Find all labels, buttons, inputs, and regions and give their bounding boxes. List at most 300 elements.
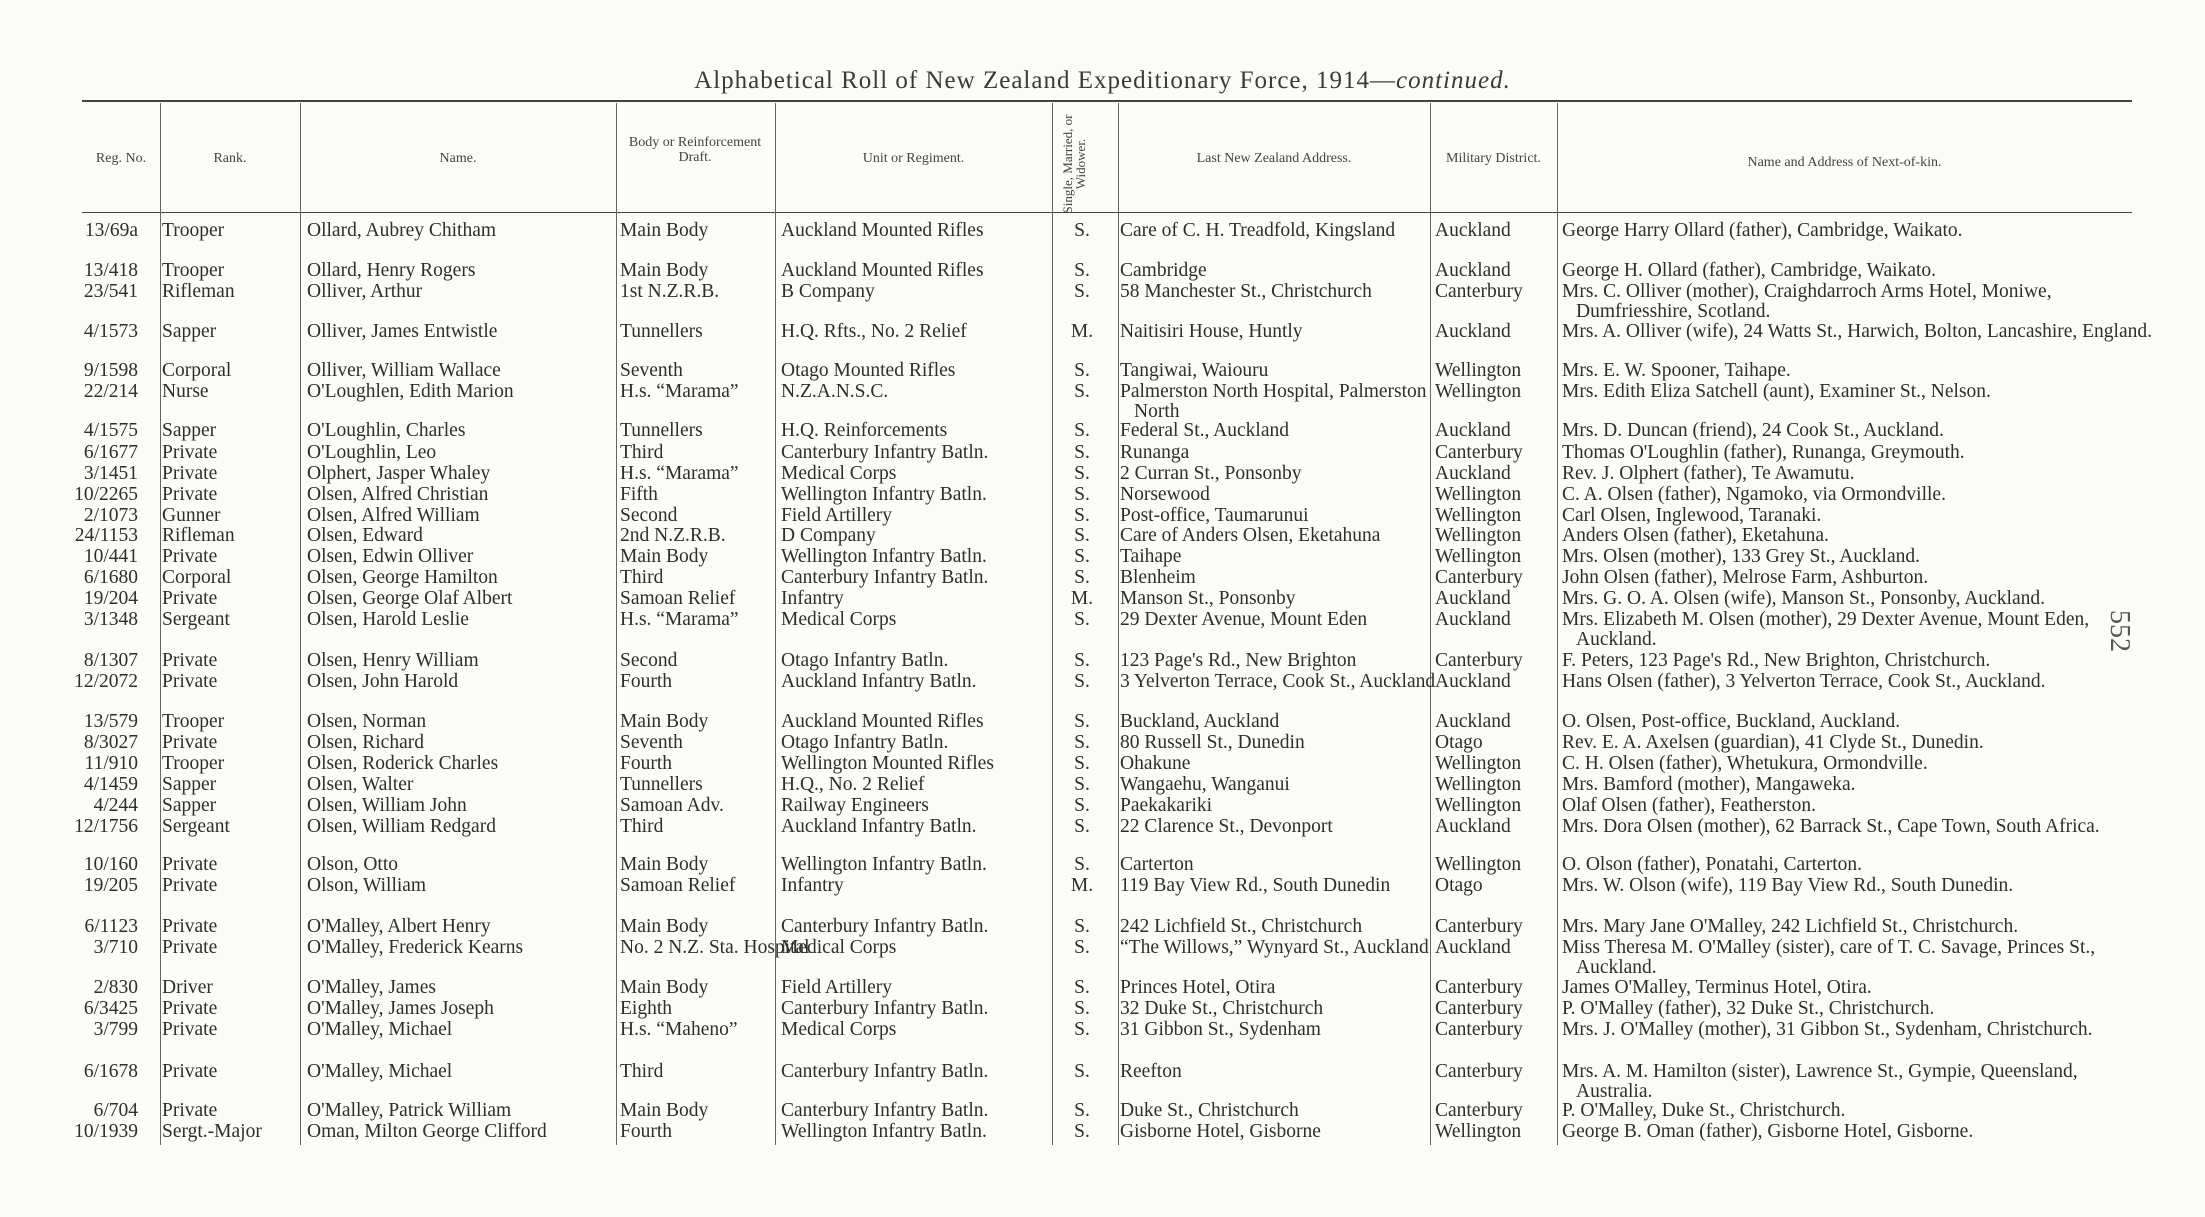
cell-address: 22 Clarence St., Devonport (1120, 816, 1333, 837)
cell-marital-status: S. (1074, 546, 1090, 567)
cell-address: Duke St., Christchurch (1120, 1100, 1299, 1121)
cell-marital-status: S. (1074, 420, 1090, 441)
cell-next-of-kin: Rev. E. A. Axelsen (guardian), 41 Clyde St., Dunedin. (1562, 732, 1984, 753)
cell-reg-no: 6/1123 (84, 916, 138, 937)
cell-name: Olliver, James Entwistle (307, 321, 498, 342)
cell-body-draft: H.s. “Maheno” (620, 1019, 738, 1040)
cell-rank: Private (162, 732, 218, 753)
cell-military-district: Canterbury (1435, 650, 1523, 671)
cell-body-draft: Second (620, 505, 678, 526)
cell-unit: Canterbury Infantry Batln. (781, 567, 989, 588)
cell-name: O'Loughlin, Leo (307, 442, 437, 463)
cell-address: Federal St., Auckland (1120, 420, 1289, 441)
cell-body-draft: Tunnellers (620, 774, 703, 795)
cell-marital-status: S. (1074, 442, 1090, 463)
cell-reg-no: 8/3027 (83, 732, 138, 753)
cell-military-district: Wellington (1435, 525, 1522, 546)
cell-rank: Trooper (162, 711, 225, 732)
cell-marital-status: S. (1074, 220, 1090, 241)
cell-name: Olliver, William Wallace (307, 360, 501, 381)
cell-military-district: Auckland (1435, 671, 1511, 692)
cell-reg-no: 3/799 (93, 1019, 138, 1040)
cell-marital-status: S. (1074, 463, 1090, 484)
cell-reg-no: 4/1573 (83, 321, 138, 342)
cell-military-district: Wellington (1435, 360, 1522, 381)
cell-reg-no: 10/160 (83, 854, 138, 875)
cell-next-of-kin: Mrs. A. Olliver (wife), 24 Watts St., Harwich, Bolton, Lancashire, England. (1562, 321, 2152, 342)
cell-address: Manson St., Ponsonby (1120, 588, 1296, 609)
cell-name: Olsen, George Olaf Albert (307, 588, 513, 609)
cell-body-draft: Main Body (620, 916, 709, 937)
cell-marital-status: S. (1074, 567, 1090, 588)
cell-reg-no: 11/910 (84, 753, 138, 774)
cell-military-district: Otago (1435, 875, 1483, 896)
cell-body-draft: H.s. “Marama” (620, 381, 739, 402)
cell-military-district: Auckland (1435, 609, 1511, 630)
cell-military-district: Auckland (1435, 260, 1511, 281)
cell-body-draft: Main Body (620, 220, 709, 241)
cell-body-draft: Main Body (620, 854, 709, 875)
cell-reg-no: 6/1678 (83, 1061, 138, 1082)
cell-address: Princes Hotel, Otira (1120, 977, 1276, 998)
cell-name: Ollard, Henry Rogers (307, 260, 476, 281)
cell-name: O'Malley, Patrick William (307, 1100, 512, 1121)
cell-rank: Private (162, 650, 218, 671)
cell-rank: Private (162, 1019, 218, 1040)
cell-rank: Private (162, 442, 218, 463)
cell-marital-status: S. (1074, 260, 1090, 281)
cell-address: Runanga (1120, 442, 1190, 463)
cell-marital-status: S. (1074, 650, 1090, 671)
cell-military-district: Auckland (1435, 463, 1511, 484)
cell-name: Olsen, Roderick Charles (307, 753, 499, 774)
cell-name: O'Loughlen, Edith Marion (307, 381, 514, 402)
cell-next-of-kin: F. Peters, 123 Page's Rd., New Brighton, Christchurch. (1562, 650, 1991, 671)
cell-marital-status: S. (1074, 525, 1090, 546)
cell-next-of-kin: Miss Theresa M. O'Malley (sister), care of T. C. Savage, Princes St., Auckland. (1562, 937, 2096, 978)
cell-unit: Medical Corps (781, 1019, 897, 1040)
cell-address: Taihape (1120, 546, 1182, 567)
cell-military-district: Canterbury (1435, 442, 1523, 463)
cell-body-draft: H.s. “Marama” (620, 463, 739, 484)
cell-address: 32 Duke St., Christchurch (1120, 998, 1324, 1019)
cell-military-district: Canterbury (1435, 1100, 1523, 1121)
header-next-of-kin: Name and Address of Next-of-kin. (1747, 154, 1942, 170)
cell-address: 58 Manchester St., Christchurch (1120, 281, 1372, 302)
cell-unit: Auckland Infantry Batln. (781, 671, 977, 692)
cell-unit: Canterbury Infantry Batln. (781, 1100, 989, 1121)
cell-next-of-kin: Hans Olsen (father), 3 Yelverton Terrace, Cook St., Auckland. (1562, 671, 2046, 692)
cell-military-district: Canterbury (1435, 916, 1523, 937)
cell-rank: Private (162, 484, 218, 505)
column-rule (1118, 103, 1119, 1145)
cell-name: Olsen, William John (307, 795, 467, 816)
cell-next-of-kin: Mrs. Olsen (mother), 133 Grey St., Auckland. (1562, 546, 1920, 567)
cell-body-draft: Seventh (620, 360, 683, 381)
cell-reg-no: 10/2265 (74, 484, 138, 505)
cell-next-of-kin: Mrs. Mary Jane O'Malley, 242 Lichfield St., Christchurch. (1562, 916, 2019, 937)
cell-reg-no: 6/3425 (83, 998, 138, 1019)
cell-reg-no: 13/418 (83, 260, 138, 281)
cell-name: Olsen, George Hamilton (307, 567, 498, 588)
cell-body-draft: Samoan Relief (620, 875, 736, 896)
cell-name: Olsen, Edward (307, 525, 423, 546)
cell-reg-no: 23/541 (83, 281, 138, 302)
cell-unit: B Company (781, 281, 875, 302)
cell-body-draft: Fourth (620, 671, 673, 692)
cell-rank: Nurse (162, 381, 209, 402)
cell-address: Tangiwai, Waiouru (1120, 360, 1269, 381)
cell-rank: Private (162, 1061, 218, 1082)
cell-body-draft: Third (620, 1061, 664, 1082)
cell-address: Cambridge (1120, 260, 1207, 281)
cell-reg-no: 24/1153 (74, 525, 138, 546)
page-title: Alphabetical Roll of New Zealand Expeditionary Force, 1914—continued. (694, 67, 1511, 94)
cell-body-draft: Eighth (620, 998, 672, 1019)
cell-reg-no: 19/204 (83, 588, 138, 609)
cell-address: Buckland, Auckland (1120, 711, 1280, 732)
cell-rank: Rifleman (162, 281, 235, 302)
cell-marital-status: S. (1074, 795, 1090, 816)
cell-body-draft: 2nd N.Z.R.B. (620, 525, 726, 546)
cell-rank: Driver (162, 977, 213, 998)
cell-body-draft: Tunnellers (620, 420, 703, 441)
cell-address: Paekakariki (1120, 795, 1213, 816)
cell-unit: Otago Mounted Rifles (781, 360, 956, 381)
cell-marital-status: S. (1074, 916, 1090, 937)
cell-address: Ohakune (1120, 753, 1191, 774)
cell-next-of-kin: P. O'Malley, Duke St., Christchurch. (1562, 1100, 1846, 1121)
table-top-rule (82, 100, 2132, 102)
cell-rank: Private (162, 463, 218, 484)
cell-name: Olson, William (307, 875, 427, 896)
cell-marital-status: S. (1074, 937, 1090, 958)
cell-military-district: Canterbury (1435, 281, 1523, 302)
cell-next-of-kin: Mrs. W. Olson (wife), 119 Bay View Rd., South Dunedin. (1562, 875, 2014, 896)
cell-next-of-kin: Mrs. Dora Olsen (mother), 62 Barrack St., Cape Town, South Africa. (1562, 816, 2100, 837)
cell-marital-status: S. (1074, 505, 1090, 526)
cell-next-of-kin: O. Olson (father), Ponatahi, Carterton. (1562, 854, 1863, 875)
column-rule (160, 103, 161, 1145)
cell-name: O'Loughlin, Charles (307, 420, 466, 441)
cell-military-district: Wellington (1435, 854, 1522, 875)
cell-body-draft: Fifth (620, 484, 658, 505)
cell-reg-no: 4/244 (93, 795, 138, 816)
cell-reg-no: 10/1939 (74, 1121, 138, 1142)
cell-unit: Otago Infantry Batln. (781, 732, 949, 753)
cell-marital-status: S. (1074, 977, 1090, 998)
cell-rank: Corporal (162, 567, 232, 588)
cell-marital-status: S. (1074, 732, 1090, 753)
cell-body-draft: No. 2 N.Z. Sta. Hospital (620, 937, 810, 958)
cell-name: Olphert, Jasper Whaley (307, 463, 491, 484)
cell-military-district: Auckland (1435, 321, 1511, 342)
cell-military-district: Canterbury (1435, 998, 1523, 1019)
cell-body-draft: Third (620, 442, 664, 463)
cell-next-of-kin: Mrs. Elizabeth M. Olsen (mother), 29 Dexter Avenue, Mount Eden, Auckland. (1562, 609, 2090, 650)
cell-marital-status: S. (1074, 484, 1090, 505)
cell-rank: Private (162, 937, 218, 958)
cell-marital-status: S. (1074, 1061, 1090, 1082)
cell-name: Olliver, Arthur (307, 281, 423, 302)
cell-reg-no: 3/710 (93, 937, 138, 958)
cell-address: Wangaehu, Wanganui (1120, 774, 1290, 795)
cell-marital-status: S. (1074, 671, 1090, 692)
cell-reg-no: 22/214 (83, 381, 138, 402)
cell-unit: Wellington Infantry Batln. (781, 1121, 987, 1142)
cell-body-draft: Tunnellers (620, 321, 703, 342)
cell-next-of-kin: James O'Malley, Terminus Hotel, Otira. (1562, 977, 1872, 998)
cell-rank: Sapper (162, 321, 217, 342)
cell-unit: H.Q., No. 2 Relief (781, 774, 925, 795)
cell-military-district: Auckland (1435, 711, 1511, 732)
cell-marital-status: S. (1074, 1019, 1090, 1040)
cell-unit: H.Q. Reinforcements (781, 420, 948, 441)
cell-reg-no: 6/704 (93, 1100, 138, 1121)
cell-reg-no: 2/1073 (83, 505, 138, 526)
cell-name: O'Malley, James Joseph (307, 998, 494, 1019)
cell-unit: H.Q. Rfts., No. 2 Relief (781, 321, 967, 342)
cell-address: Norsewood (1120, 484, 1210, 505)
cell-next-of-kin: Mrs. D. Duncan (friend), 24 Cook St., Auckland. (1562, 420, 1944, 441)
column-rule (775, 103, 776, 1145)
cell-name: Olsen, Norman (307, 711, 427, 732)
cell-body-draft: Fourth (620, 753, 673, 774)
header-reg-no: Reg. No. (95, 150, 147, 166)
cell-unit: N.Z.A.N.S.C. (781, 381, 889, 402)
cell-marital-status: S. (1074, 609, 1090, 630)
cell-marital-status: S. (1074, 753, 1090, 774)
cell-rank: Private (162, 671, 218, 692)
cell-military-district: Canterbury (1435, 977, 1523, 998)
cell-name: Olsen, Alfred Christian (307, 484, 489, 505)
cell-rank: Private (162, 916, 218, 937)
cell-marital-status: S. (1074, 1121, 1090, 1142)
cell-address: 119 Bay View Rd., South Dunedin (1120, 875, 1391, 896)
cell-next-of-kin: P. O'Malley (father), 32 Duke St., Christchurch. (1562, 998, 1935, 1019)
cell-body-draft: Samoan Relief (620, 588, 736, 609)
cell-military-district: Wellington (1435, 381, 1522, 402)
cell-name: O'Malley, Michael (307, 1061, 453, 1082)
cell-name: O'Malley, James (307, 977, 436, 998)
cell-address: Care of C. H. Treadfold, Kingsland (1120, 220, 1396, 241)
header-address: Last New Zealand Address. (1196, 150, 1352, 166)
cell-rank: Sergt.-Major (162, 1121, 262, 1142)
cell-rank: Sapper (162, 795, 217, 816)
cell-address: Naitisiri House, Huntly (1120, 321, 1303, 342)
cell-reg-no: 6/1680 (83, 567, 138, 588)
cell-address: 123 Page's Rd., New Brighton (1120, 650, 1357, 671)
cell-reg-no: 3/1348 (83, 609, 138, 630)
cell-military-district: Canterbury (1435, 567, 1523, 588)
cell-military-district: Wellington (1435, 1121, 1522, 1142)
cell-military-district: Wellington (1435, 484, 1522, 505)
cell-next-of-kin: Rev. J. Olphert (father), Te Awamutu. (1562, 463, 1855, 484)
cell-marital-status: M. (1070, 875, 1094, 896)
cell-unit: Medical Corps (781, 937, 897, 958)
cell-rank: Trooper (162, 260, 225, 281)
cell-address: Palmerston North Hospital, Palmerston North (1120, 381, 1427, 422)
cell-address: 242 Lichfield St., Christchurch (1120, 916, 1363, 937)
cell-unit: Field Artillery (781, 505, 893, 526)
cell-name: O'Malley, Albert Henry (307, 916, 491, 937)
cell-rank: Sapper (162, 774, 217, 795)
cell-rank: Sergeant (162, 816, 230, 837)
cell-unit: Canterbury Infantry Batln. (781, 442, 989, 463)
cell-next-of-kin: Olaf Olsen (father), Featherston. (1562, 795, 1816, 816)
cell-reg-no: 12/2072 (74, 671, 138, 692)
cell-rank: Private (162, 588, 218, 609)
cell-next-of-kin: C. A. Olsen (father), Ngamoko, via Ormondville. (1562, 484, 1946, 505)
cell-unit: Medical Corps (781, 609, 897, 630)
cell-rank: Private (162, 1100, 218, 1121)
cell-body-draft: H.s. “Marama” (620, 609, 739, 630)
cell-unit: Wellington Infantry Batln. (781, 484, 987, 505)
cell-address: 29 Dexter Avenue, Mount Eden (1120, 609, 1368, 630)
cell-next-of-kin: George B. Oman (father), Gisborne Hotel, Gisborne. (1562, 1121, 1974, 1142)
cell-next-of-kin: Mrs. C. Olliver (mother), Craighdarroch Arms Hotel, Moniwe, Dumfriesshire, Scotland. (1562, 281, 2052, 322)
cell-marital-status: S. (1074, 281, 1090, 302)
header-unit: Unit or Regiment. (862, 150, 965, 166)
cell-rank: Sergeant (162, 609, 230, 630)
cell-unit: Canterbury Infantry Batln. (781, 916, 989, 937)
cell-address: Carterton (1120, 854, 1194, 875)
cell-rank: Private (162, 854, 218, 875)
cell-body-draft: Third (620, 567, 664, 588)
cell-military-district: Wellington (1435, 505, 1522, 526)
cell-military-district: Auckland (1435, 220, 1511, 241)
cell-body-draft: Main Body (620, 1100, 709, 1121)
cell-unit: Auckland Mounted Rifles (781, 711, 984, 732)
cell-address: 2 Curran St., Ponsonby (1120, 463, 1302, 484)
cell-marital-status: S. (1074, 381, 1090, 402)
cell-military-district: Canterbury (1435, 1019, 1523, 1040)
cell-body-draft: 1st N.Z.R.B. (620, 281, 720, 302)
cell-marital-status: S. (1074, 816, 1090, 837)
cell-next-of-kin: O. Olsen, Post-office, Buckland, Auckland. (1562, 711, 1901, 732)
cell-military-district: Wellington (1435, 774, 1522, 795)
cell-unit: Canterbury Infantry Batln. (781, 998, 989, 1019)
cell-next-of-kin: Thomas O'Loughlin (father), Runanga, Greymouth. (1562, 442, 1965, 463)
cell-address: 80 Russell St., Dunedin (1120, 732, 1305, 753)
cell-name: Olsen, Walter (307, 774, 414, 795)
header-district: Military District. (1446, 150, 1541, 166)
cell-military-district: Auckland (1435, 420, 1511, 441)
header-status: Single, Married, or Widower. (1060, 114, 1088, 214)
cell-next-of-kin: John Olsen (father), Melrose Farm, Ashburton. (1562, 567, 1929, 588)
cell-address: Post-office, Taumarunui (1120, 505, 1309, 526)
cell-name: Ollard, Aubrey Chitham (307, 220, 497, 241)
cell-unit: Auckland Infantry Batln. (781, 816, 977, 837)
cell-marital-status: M. (1070, 588, 1094, 609)
cell-unit: Field Artillery (781, 977, 893, 998)
cell-military-district: Canterbury (1435, 1061, 1523, 1082)
cell-unit: Wellington Infantry Batln. (781, 546, 987, 567)
header-name: Name. (439, 150, 477, 166)
cell-military-district: Otago (1435, 732, 1483, 753)
cell-military-district: Wellington (1435, 546, 1522, 567)
cell-address: 31 Gibbon St., Sydenham (1120, 1019, 1321, 1040)
cell-reg-no: 13/579 (83, 711, 138, 732)
cell-body-draft: Second (620, 650, 678, 671)
cell-next-of-kin: Mrs. A. M. Hamilton (sister), Lawrence St., Gympie, Queensland, Australia. (1562, 1061, 2078, 1102)
cell-reg-no: 19/205 (83, 875, 138, 896)
cell-name: O'Malley, Frederick Kearns (307, 937, 524, 958)
cell-address: Reefton (1120, 1061, 1182, 1082)
cell-marital-status: S. (1074, 1100, 1090, 1121)
cell-next-of-kin: Mrs. Edith Eliza Satchell (aunt), Examiner St., Nelson. (1562, 381, 1991, 402)
header-body-draft: Body or Reinforcement Draft. (628, 135, 762, 165)
cell-name: Olsen, William Redgard (307, 816, 496, 837)
cell-body-draft: Third (620, 816, 664, 837)
cell-address: 3 Yelverton Terrace, Cook St., Auckland (1120, 671, 1436, 692)
cell-reg-no: 13/69a (84, 220, 138, 241)
cell-body-draft: Samoan Adv. (620, 795, 724, 816)
cell-reg-no: 8/1307 (83, 650, 138, 671)
cell-rank: Trooper (162, 753, 225, 774)
cell-unit: Auckland Mounted Rifles (781, 260, 984, 281)
cell-marital-status: M. (1070, 321, 1094, 342)
cell-reg-no: 3/1451 (83, 463, 138, 484)
cell-reg-no: 12/1756 (74, 816, 138, 837)
cell-name: Olsen, Edwin Olliver (307, 546, 474, 567)
cell-unit: Infantry (781, 588, 844, 609)
cell-name: Olson, Otto (307, 854, 399, 875)
cell-reg-no: 10/441 (83, 546, 138, 567)
cell-rank: Gunner (162, 505, 221, 526)
cell-military-district: Wellington (1435, 753, 1522, 774)
cell-rank: Rifleman (162, 525, 235, 546)
cell-rank: Private (162, 875, 218, 896)
cell-unit: Wellington Mounted Rifles (781, 753, 994, 774)
cell-body-draft: Main Body (620, 977, 709, 998)
cell-address: Blenheim (1120, 567, 1196, 588)
cell-name: Olsen, Harold Leslie (307, 609, 469, 630)
cell-unit: Medical Corps (781, 463, 897, 484)
cell-address: Gisborne Hotel, Gisborne (1120, 1121, 1321, 1142)
cell-next-of-kin: Mrs. E. W. Spooner, Taihape. (1562, 360, 1791, 381)
cell-marital-status: S. (1074, 360, 1090, 381)
cell-marital-status: S. (1074, 998, 1090, 1019)
cell-reg-no: 4/1459 (83, 774, 138, 795)
cell-rank: Private (162, 998, 218, 1019)
cell-unit: D Company (781, 525, 876, 546)
cell-rank: Sapper (162, 420, 217, 441)
cell-marital-status: S. (1074, 711, 1090, 732)
cell-rank: Private (162, 546, 218, 567)
cell-body-draft: Seventh (620, 732, 683, 753)
cell-body-draft: Fourth (620, 1121, 673, 1142)
cell-next-of-kin: Mrs. Bamford (mother), Mangaweka. (1562, 774, 1856, 795)
cell-marital-status: S. (1074, 854, 1090, 875)
cell-rank: Trooper (162, 220, 225, 241)
cell-next-of-kin: Carl Olsen, Inglewood, Taranaki. (1562, 505, 1822, 526)
column-rule (1557, 103, 1558, 1145)
header-rank: Rank. (213, 150, 247, 166)
cell-reg-no: 4/1575 (83, 420, 138, 441)
cell-body-draft: Main Body (620, 260, 709, 281)
cell-unit: Auckland Mounted Rifles (781, 220, 984, 241)
cell-name: Oman, Milton George Clifford (307, 1121, 547, 1142)
cell-unit: Railway Engineers (781, 795, 929, 816)
cell-unit: Otago Infantry Batln. (781, 650, 949, 671)
cell-body-draft: Main Body (620, 711, 709, 732)
cell-name: Olsen, John Harold (307, 671, 459, 692)
cell-name: Olsen, Henry William (307, 650, 479, 671)
cell-next-of-kin: Mrs. G. O. A. Olsen (wife), Manson St., Ponsonby, Auckland. (1562, 588, 2045, 609)
cell-military-district: Wellington (1435, 795, 1522, 816)
cell-rank: Corporal (162, 360, 232, 381)
